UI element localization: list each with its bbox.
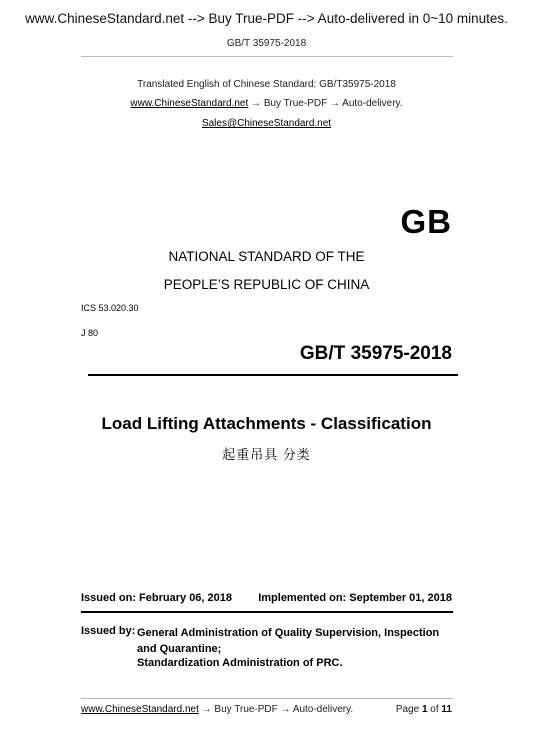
- footer-purchase-line: [81, 704, 353, 715]
- header-divider: [81, 56, 453, 57]
- page-label: Page: [395, 704, 420, 715]
- header-doc-code: GB/T 35975-2018: [226, 38, 307, 49]
- page-of: of: [430, 704, 439, 715]
- issuer-org-1: General Administration of Quality Supervision, Inspection and Quarantine;: [137, 627, 440, 655]
- national-standard-line1: NATIONAL STANDARD OF THE: [168, 249, 365, 264]
- top-banner: www.ChineseStandard.net --> Buy True-PDF --> Auto-delivered in 0~10 minutes.: [25, 11, 508, 26]
- dates-divider: [81, 611, 453, 613]
- gb-logo: GB: [400, 203, 452, 240]
- title-english: Load Lifting Attachments - Classification: [101, 414, 432, 433]
- title-divider: [88, 374, 458, 376]
- issued-by-label: Issued by:: [81, 625, 136, 637]
- page-total: 11: [441, 704, 452, 715]
- ccs-code: J 80: [81, 328, 99, 338]
- purchase-text: → Buy True-PDF → Auto-delivery.: [248, 98, 403, 109]
- page-current: 1: [421, 704, 428, 715]
- standard-code: GB/T 35975-2018: [299, 343, 452, 364]
- page-number: [396, 704, 452, 715]
- translation-notice: Translated English of Chinese Standard: GB/T35975-2018: [137, 79, 396, 90]
- sales-email-link[interactable]: Sales@ChineseStandard.net: [201, 118, 332, 129]
- implemented-on-date: Implemented on: September 01, 2018: [258, 592, 452, 604]
- chinesestandard-link[interactable]: www.ChineseStandard.net: [130, 98, 249, 109]
- footer-purchase-text: → Buy True-PDF → Auto-delivery.: [198, 704, 354, 715]
- footer-site-link[interactable]: www.ChineseStandard.net: [81, 704, 199, 715]
- issuer-org-2: Standardization Administration of PRC.: [137, 657, 343, 669]
- footer-divider: [81, 698, 453, 699]
- translation-purchase-line: [0, 98, 533, 109]
- contact-line: [0, 118, 533, 129]
- national-standard-line2: PEOPLE’S REPUBLIC OF CHINA: [163, 277, 370, 292]
- issued-on-date: Issued on: February 06, 2018: [81, 592, 233, 604]
- ics-code: ICS 53.020.30: [81, 303, 139, 313]
- title-chinese: 起重吊具 分类: [222, 447, 311, 462]
